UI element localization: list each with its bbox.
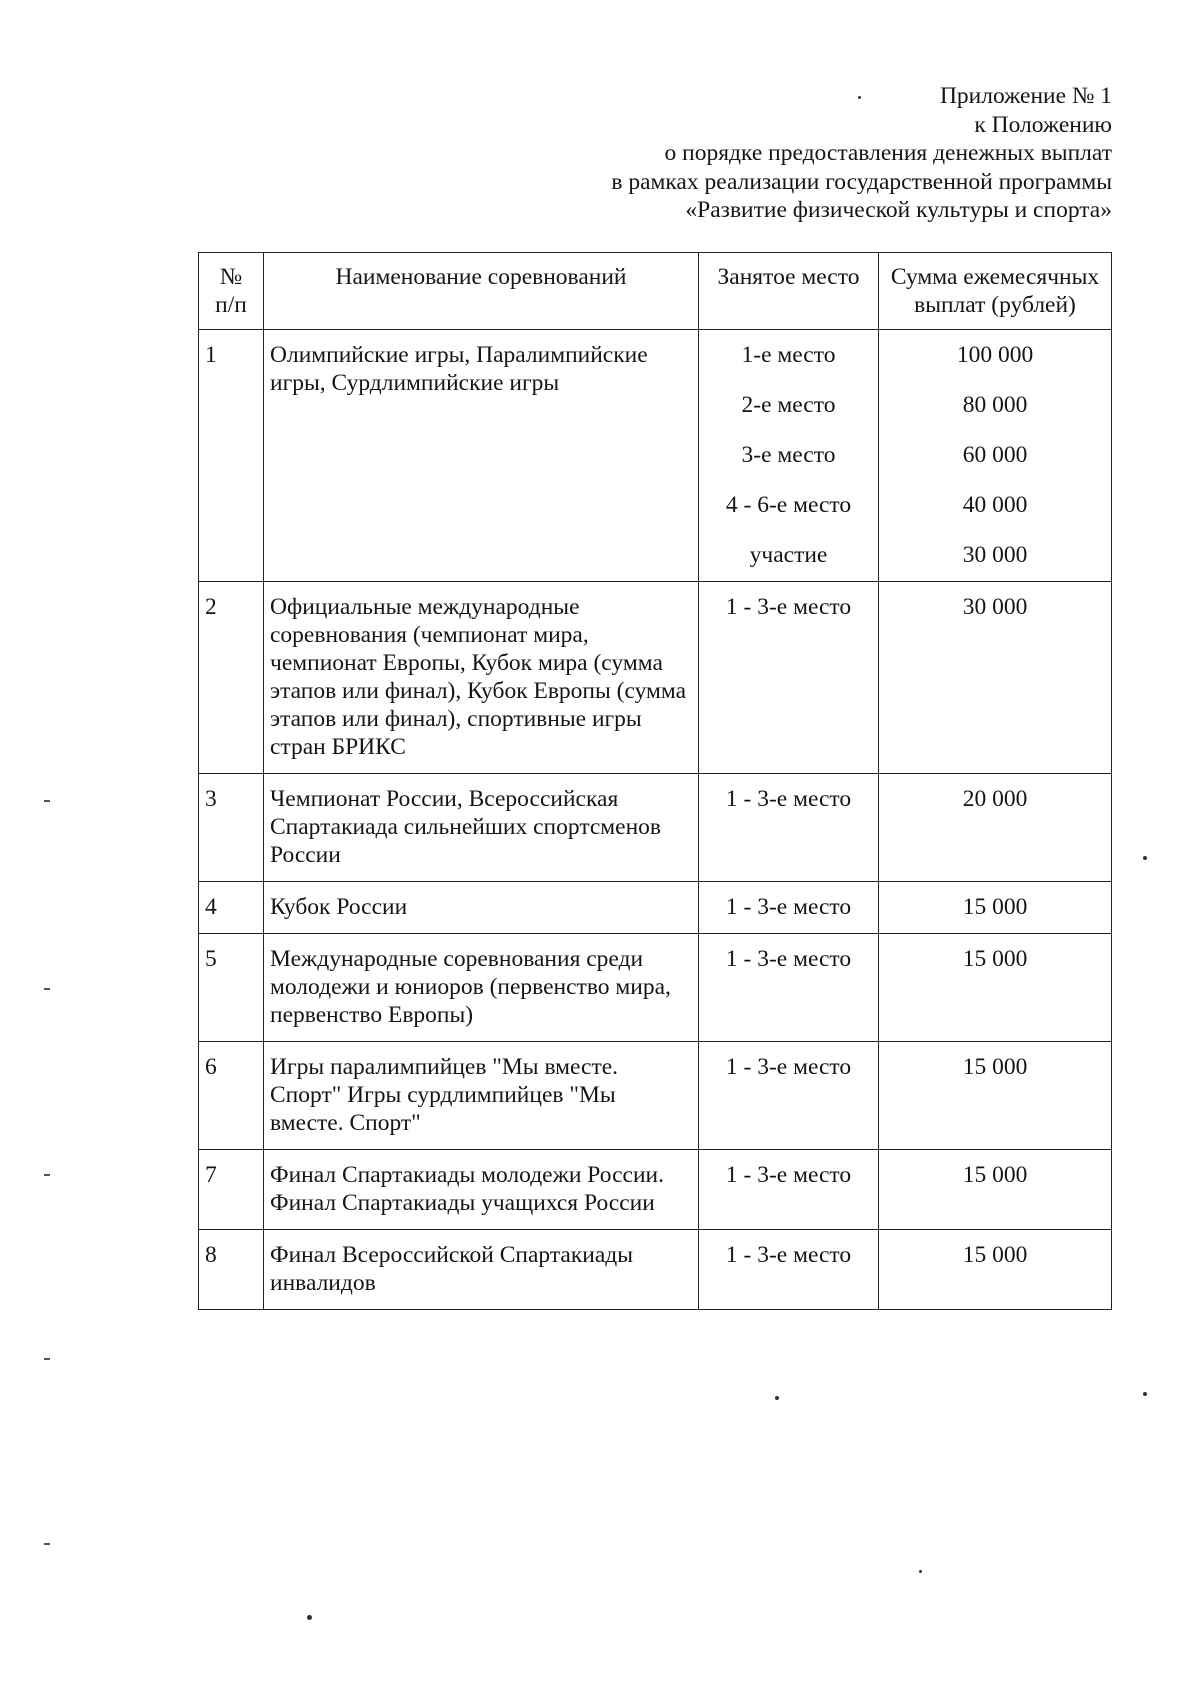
scan-dot: [1143, 856, 1147, 860]
row-number: 2: [199, 582, 264, 774]
place-value: 1 - 3-е место: [699, 882, 879, 934]
scan-mark: [44, 1358, 50, 1360]
scan-mark: [44, 1543, 50, 1545]
place-value: 1 - 3-е место: [699, 582, 879, 774]
sum-value: 15 000: [879, 882, 1112, 934]
scan-mark: [44, 1174, 50, 1176]
scan-dot: [307, 1615, 312, 1620]
scan-dot: [858, 96, 861, 99]
row-number: 3: [199, 774, 264, 882]
sum-value: 30 000: [962, 542, 1028, 568]
sum-value: 60 000: [962, 442, 1028, 468]
table-row: [199, 934, 1112, 1042]
sum-value: 80 000: [962, 392, 1028, 418]
row-number: 5: [199, 934, 264, 1042]
program-name: «Развитие физической культуры и спорта»: [685, 197, 1112, 223]
appendix-number: Приложение № 1: [939, 83, 1112, 109]
table-row: [199, 330, 1112, 582]
table-row: [199, 1042, 1112, 1150]
sum-value: 30 000: [879, 582, 1112, 774]
competition-name: Официальные международные соревнования (чемпионат мира, чемпионат Европы, Кубок мира (сумма этапов или финал), Кубок Европы (сумма этапов или финал), спортивные игры стран БРИКС: [264, 582, 699, 774]
table-row: [199, 774, 1112, 882]
competition-name: Олимпийские игры, Паралимпийские игры, Сурдлимпийские игры: [264, 330, 699, 582]
sum-value: 15 000: [879, 1230, 1112, 1310]
table-row: [199, 1230, 1112, 1310]
scan-mark: [44, 800, 50, 802]
place-cell: [699, 330, 879, 582]
appendix-title-line: о порядке предоставления денежных выплат: [664, 140, 1112, 166]
sum-value: 15 000: [879, 934, 1112, 1042]
payments-table: [198, 252, 1112, 1310]
row-number: 7: [199, 1150, 264, 1230]
column-header-sum: Сумма ежемесячных выплат (рублей): [879, 253, 1112, 330]
table-header-row: [199, 253, 1112, 330]
column-header-place: Занятое место: [699, 253, 879, 330]
scan-dot: [919, 1570, 922, 1573]
place-value: 1 - 3-е место: [699, 1042, 879, 1150]
sum-value: 100 000: [956, 342, 1034, 368]
competition-name: Финал Всероссийской Спартакиады инвалидов: [264, 1230, 699, 1310]
competition-name: Финал Спартакиады молодежи России. Финал Спартакиады учащихся России: [264, 1150, 699, 1230]
column-header-number: № п/п: [199, 253, 264, 330]
sum-value: 15 000: [879, 1042, 1112, 1150]
scan-dot: [775, 1396, 779, 1400]
sum-value: 15 000: [879, 1150, 1112, 1230]
table-row: [199, 882, 1112, 934]
competition-name: Чемпионат России, Всероссийская Спартакиада сильнейших спортсменов России: [264, 774, 699, 882]
place-value: 2-е место: [741, 392, 836, 418]
scan-dot: [1143, 1392, 1147, 1396]
row-number: 6: [199, 1042, 264, 1150]
sum-value: 40 000: [962, 492, 1028, 518]
row-number: 1: [199, 330, 264, 582]
appendix-title-line: в рамках реализации государственной программы: [611, 168, 1112, 195]
appendix-ref: к Положению: [974, 111, 1112, 138]
place-value: 1-е место: [741, 342, 836, 368]
row-number: 8: [199, 1230, 264, 1310]
place-value: участие: [749, 542, 828, 568]
sum-value: 20 000: [879, 774, 1112, 882]
sum-cell: [879, 330, 1112, 582]
row-number: 4: [199, 882, 264, 934]
appendix-header: [492, 82, 1112, 225]
competition-name: Кубок России: [264, 882, 699, 934]
place-value: 3-е место: [741, 442, 836, 468]
place-value: 1 - 3-е место: [699, 1150, 879, 1230]
competition-name: Игры паралимпийцев "Мы вместе. Спорт" Игры сурдлимпийцев "Мы вместе. Спорт": [264, 1042, 699, 1150]
scan-mark: [44, 988, 50, 990]
place-value: 1 - 3-е место: [699, 774, 879, 882]
table-row: [199, 1150, 1112, 1230]
place-value: 1 - 3-е место: [699, 1230, 879, 1310]
place-value: 4 - 6-е место: [725, 492, 852, 518]
table-row: [199, 582, 1112, 774]
competition-name: Международные соревнования среди молодежи и юниоров (первенство мира, первенство Европы): [264, 934, 699, 1042]
place-value: 1 - 3-е место: [699, 934, 879, 1042]
column-header-competition: Наименование соревнований: [264, 253, 699, 330]
